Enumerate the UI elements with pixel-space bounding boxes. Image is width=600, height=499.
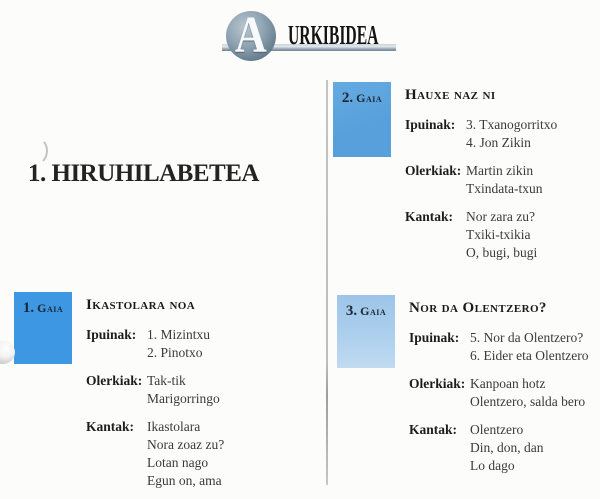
row-items <box>466 208 537 262</box>
unit-title: Ikastolara noa <box>86 297 196 313</box>
row-item: Kanpoan hotz <box>470 376 546 391</box>
content-row <box>409 375 600 411</box>
unit-badge-number: 2. <box>341 90 354 106</box>
row-item: 4. Jon Zikin <box>466 135 531 150</box>
row-item: 6. Eider eta Olentzero <box>470 348 589 363</box>
unit-badge <box>14 292 72 364</box>
row-item: Nor zara zu? <box>466 209 535 224</box>
row-item: Martin zikin <box>466 163 534 178</box>
unit-badge-number: 1. <box>22 300 35 316</box>
row-label: Kantak: <box>405 209 454 224</box>
row-item: 2. Pinotxo <box>147 345 203 360</box>
row-items <box>470 329 588 365</box>
unit-badge-label: Gaia <box>356 91 383 105</box>
row-item: Din, don, dan <box>470 440 544 455</box>
unit-title: Hauxe naz ni <box>405 87 496 103</box>
row-item: Marigorringo <box>147 391 220 406</box>
logo-letter-a: A <box>235 7 267 64</box>
row-label: Ipuinak: <box>405 117 456 132</box>
column-divider <box>326 80 328 485</box>
row-items <box>147 418 224 490</box>
row-item: Olentzero, salda bero <box>470 394 586 409</box>
row-item: O, bugi, bugi <box>466 245 538 260</box>
row-items <box>147 372 220 408</box>
row-item: Tak-tik <box>147 373 186 388</box>
row-item: Nora zoaz zu? <box>147 437 225 452</box>
unit-section <box>333 82 600 272</box>
row-item: Ikastolara <box>147 419 201 434</box>
unit-content <box>409 295 600 485</box>
unit-content <box>405 82 600 272</box>
content-row <box>405 116 600 152</box>
row-item: Lo dago <box>470 458 515 473</box>
row-item: Egun on, ama <box>147 473 222 488</box>
row-item: 1. Mizintxu <box>147 327 210 342</box>
row-label: Olerkiak: <box>405 163 462 178</box>
row-item: Olentzero <box>470 422 524 437</box>
binding-hole <box>0 341 15 364</box>
unit-section <box>14 292 296 499</box>
unit-badge <box>333 82 391 157</box>
unit-badge-label: Gaia <box>37 301 64 315</box>
row-label: Ipuinak: <box>409 330 460 345</box>
row-items <box>470 375 585 411</box>
content-row <box>409 421 600 475</box>
content-row <box>405 162 600 198</box>
row-label: Ipuinak: <box>86 327 137 342</box>
row-label: Olerkiak: <box>409 376 466 391</box>
row-item: Txindata-txun <box>466 181 543 196</box>
row-item: 3. Txanogorritxo <box>466 117 558 132</box>
row-label: Olerkiak: <box>86 373 143 388</box>
logo-circle <box>226 7 276 64</box>
content-row <box>409 329 600 365</box>
row-label: Kantak: <box>409 422 458 437</box>
row-items <box>147 326 210 362</box>
page-header-title: URKIBIDEA <box>288 20 379 50</box>
unit-content <box>86 292 296 499</box>
row-label: Kantak: <box>86 419 135 434</box>
unit-section <box>337 295 600 485</box>
content-row <box>86 418 296 490</box>
row-item: Txiki-txikia <box>466 227 531 242</box>
row-item: 5. Nor da Olentzero? <box>470 330 584 345</box>
trimester-heading: 1. HIRUHILABETEA <box>28 160 259 187</box>
content-row <box>405 208 600 262</box>
unit-badge-number: 3. <box>345 303 358 319</box>
row-items <box>466 162 542 198</box>
row-item: Lotan nago <box>147 455 209 470</box>
content-row <box>86 372 296 408</box>
unit-badge <box>337 295 395 368</box>
content-row <box>86 326 296 362</box>
unit-badge-label: Gaia <box>360 304 387 318</box>
unit-title: Nor da Olentzero? <box>409 300 547 316</box>
row-items <box>470 421 544 475</box>
row-items <box>466 116 557 152</box>
